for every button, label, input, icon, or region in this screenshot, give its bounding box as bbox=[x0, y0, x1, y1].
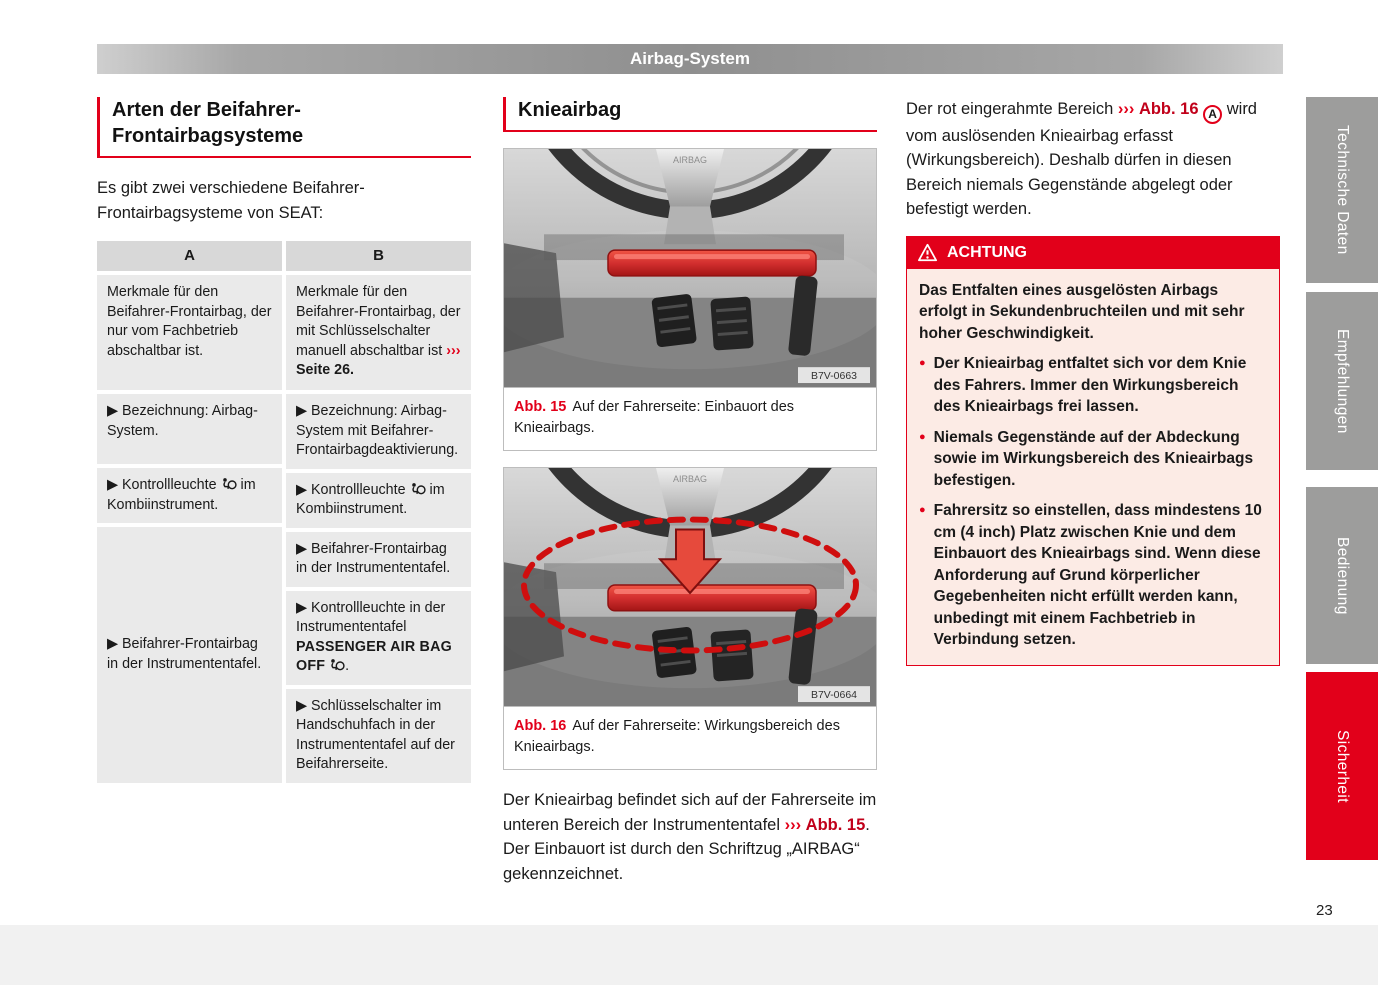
figure-reference: Abb. 15 bbox=[805, 815, 866, 834]
paragraph-text: Der Knieairbag befindet sich auf der Fahrerseite im unteren Bereich der Instrumententafel bbox=[503, 791, 877, 834]
warning-title: ACHTUNG bbox=[947, 243, 1027, 261]
bullet-icon: ● bbox=[919, 357, 926, 370]
tab-technische-daten[interactable] bbox=[1306, 97, 1378, 283]
table-cell-b4: ▶ Beifahrer-Frontairbag in der Instrumententafel. bbox=[286, 532, 471, 587]
reference-arrows-icon: ››› bbox=[446, 342, 461, 359]
paragraph-text: . Der Einbauort ist durch den Schriftzug „AIRBAG“ gekennzeichnet. bbox=[503, 815, 870, 883]
table-cell-b3 bbox=[286, 473, 471, 528]
svg-text:B7V-0663: B7V-0663 bbox=[810, 371, 858, 383]
table-cell-a2: ▶ Bezeichnung: Airbag-System. bbox=[97, 394, 282, 464]
warning-body bbox=[907, 269, 1279, 665]
table-cell-a1: Merkmale für den Beifahrer-Frontairbag, der nur vom Fachbetrieb abschaltbar ist. bbox=[97, 275, 282, 390]
figure-16-caption bbox=[504, 706, 876, 769]
tab-sicherheit[interactable] bbox=[1306, 672, 1378, 860]
warning-bullet-item bbox=[919, 427, 1267, 492]
warning-header bbox=[907, 237, 1279, 269]
section-heading-knieairbag bbox=[503, 97, 877, 132]
table-cell-b1 bbox=[286, 275, 471, 390]
cell-text: ▶ Kontrollleuchte bbox=[296, 481, 406, 498]
table-cell-a3 bbox=[97, 468, 282, 523]
reference-arrows-icon: ››› bbox=[1117, 100, 1135, 118]
section-heading-text: Arten der Beifahrer-Frontairbagsysteme bbox=[112, 99, 304, 147]
cell-text: ▶ Kontrollleuchte in der Instrumententafel bbox=[296, 599, 446, 635]
wirkungsbereich-paragraph bbox=[906, 97, 1280, 222]
bullet-icon: ● bbox=[919, 430, 926, 443]
table-column-a bbox=[97, 241, 282, 783]
middle-column bbox=[503, 97, 877, 886]
caption-text: Auf der Fahrerseite: Wirkungsbereich des Knieairbags. bbox=[514, 718, 840, 755]
passenger-airbag-off-label: PASSENGER AIR BAG OFF bbox=[296, 638, 452, 674]
cell-text: ▶ Beifahrer-Frontairbag in der Instrumententafel. bbox=[107, 636, 262, 672]
column-a-header: A bbox=[97, 241, 282, 271]
table-cell-b2: ▶ Bezeichnung: Airbag-System mit Beifahrer-Frontairbagdeaktivierung. bbox=[286, 394, 471, 469]
svg-text:AIRBAG: AIRBAG bbox=[673, 154, 707, 165]
cell-text: im Kombiinstrument. bbox=[107, 477, 256, 513]
airbag-indicator-icon bbox=[410, 482, 426, 495]
warning-bullet-item bbox=[919, 500, 1267, 651]
page-header bbox=[97, 44, 1283, 74]
cell-text: Merkmale für den Beifahrer-Frontairbag, der mit Schlüsselschalter manuell abschaltbar ist bbox=[296, 284, 461, 359]
paragraph-text: wird vom auslösenden Knieairbag erfasst (Wirkungsbereich). Deshalb dürfen in diesen Bereich niemals Gegenstände abgelegt oder befestigt werden. bbox=[906, 100, 1257, 219]
table-cell-b6: ▶ Schlüsselschalter im Handschuhfach in der Instrumententafel auf der Beifahrerseite. bbox=[286, 689, 471, 783]
warning-bullet-text: Der Knieairbag entfaltet sich vor dem Knie des Fahrers. Immer den Wirkungsbereich des Knieairbags frei lassen. bbox=[933, 355, 1247, 416]
tab-label: Technische Daten bbox=[1334, 125, 1351, 255]
cell-text: . bbox=[345, 658, 350, 674]
warning-intro: Das Entfalten eines ausgelösten Airbags erfolgt in Sekundenbruchteilen und mit sehr hoher Geschwindigkeit. bbox=[919, 281, 1245, 342]
tab-label: Sicherheit bbox=[1334, 729, 1351, 803]
figure-16-label: Abb. 16 bbox=[514, 718, 567, 734]
page-number: 23 bbox=[1316, 902, 1333, 919]
warning-bullet-text: Fahrersitz so einstellen, dass mindestens 10 cm (4 inch) Platz zwischen Knie und dem Einbauort des Knieairbags sind. Wenn diese Anforderung auf Grund körperlicher Gegebenheiten nicht erfüllt werden kann, unbedingt mit einem Fachbetrieb in Verbindung setzen. bbox=[933, 502, 1262, 649]
left-column bbox=[97, 97, 471, 783]
airbag-indicator-icon bbox=[221, 477, 237, 490]
figure-15-image bbox=[504, 149, 876, 387]
caption-text: Auf der Fahrerseite: Einbauort des Knieairbags. bbox=[514, 399, 795, 436]
bullet-icon: ● bbox=[919, 504, 926, 517]
tab-label: Bedienung bbox=[1334, 536, 1351, 615]
column-b-header: B bbox=[286, 241, 471, 271]
figure-15-caption bbox=[504, 387, 876, 450]
section-heading-arten bbox=[97, 97, 471, 158]
outer-margin bbox=[0, 925, 1378, 985]
figure-16 bbox=[503, 467, 877, 770]
svg-text:B7V-0664: B7V-0664 bbox=[810, 690, 858, 702]
cell-text: im Kombiinstrument. bbox=[296, 481, 445, 517]
figure-15-label: Abb. 15 bbox=[514, 399, 567, 415]
warning-triangle-icon bbox=[917, 243, 938, 262]
tab-label: Empfehlungen bbox=[1334, 328, 1351, 434]
paragraph-text: Der rot eingerahmte Bereich bbox=[906, 100, 1114, 118]
warning-bullet-text: Niemals Gegenstände auf der Abdeckung sowie im Wirkungsbereich des Knieairbags befestigen. bbox=[933, 428, 1254, 489]
figure-reference: Abb. 16 bbox=[1138, 100, 1199, 118]
right-column bbox=[906, 97, 1280, 666]
table-cell-b5 bbox=[286, 591, 471, 685]
tab-empfehlungen[interactable] bbox=[1306, 292, 1378, 470]
marker-a-icon: A bbox=[1203, 105, 1222, 124]
svg-text:AIRBAG: AIRBAG bbox=[673, 473, 707, 484]
table-column-b bbox=[286, 241, 471, 783]
page-title: Airbag-System bbox=[630, 49, 750, 68]
passenger-airbag-off-icon bbox=[329, 658, 345, 671]
reference-arrows-icon: ››› bbox=[784, 815, 802, 834]
figure-16-image bbox=[504, 468, 876, 706]
tab-bedienung[interactable] bbox=[1306, 487, 1378, 664]
section-heading-text: Knieairbag bbox=[518, 99, 622, 121]
airbag-systems-table bbox=[97, 241, 471, 783]
achtung-warning-box bbox=[906, 236, 1280, 666]
knieairbag-paragraph bbox=[503, 788, 877, 886]
table-cell-a4 bbox=[97, 527, 282, 783]
warning-bullet-item bbox=[919, 353, 1267, 418]
page-reference: Seite 26. bbox=[296, 362, 355, 378]
cell-text: ▶ Kontrollleuchte bbox=[107, 477, 217, 493]
figure-15 bbox=[503, 148, 877, 451]
intro-paragraph: Es gibt zwei verschiedene Beifahrer-Frontairbagsysteme von SEAT: bbox=[97, 179, 365, 222]
